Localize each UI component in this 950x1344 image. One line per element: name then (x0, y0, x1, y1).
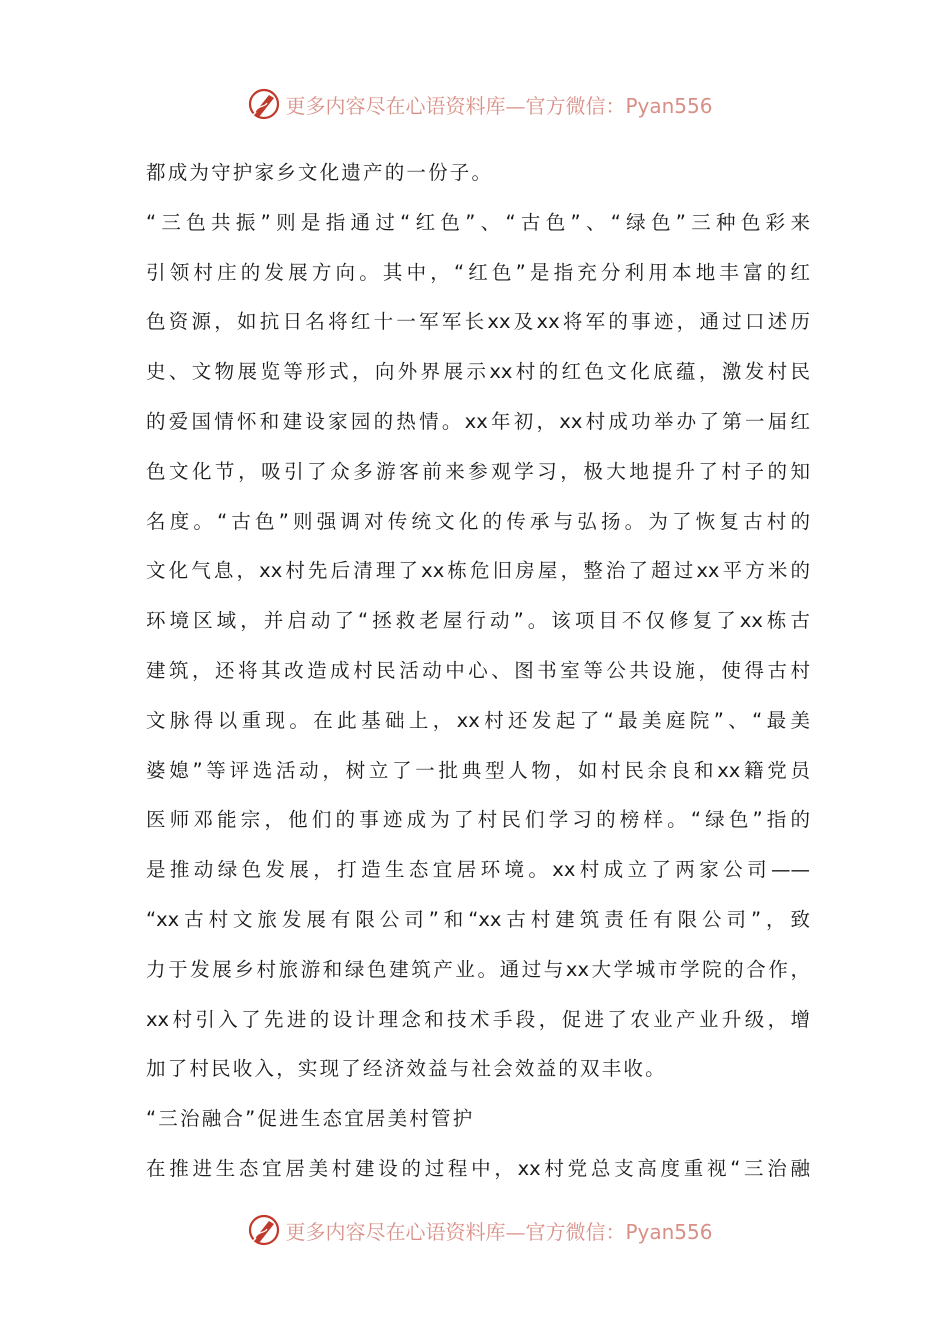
text-line-3: 引领村庄的发展方向。其中，“红色”是指充分利用本地丰富的红 (146, 260, 810, 284)
text-line-15: 是推动绿色发展，打造生态宜居环境。xx村成立了两家公司—— (146, 858, 810, 882)
text-line-21: 在推进生态宜居美村建设的过程中，xx村党总支高度重视“三治融 (146, 1156, 810, 1180)
pen-logo-icon (247, 1213, 281, 1247)
text-line-2: “三色共振”则是指通过“红色”、“古色”、“绿色”三种色彩来 (146, 210, 810, 234)
footer-banner-wechat: 官方微信：Pyan556 (525, 1219, 713, 1244)
text-line-9: 文化气息，xx村先后清理了xx栋危旧房屋，整治了超过xx平方米的 (146, 559, 810, 583)
text-line-14: 医师邓能宗，他们的事迹成为了村民们学习的榜样。“绿色”指的 (146, 808, 810, 832)
header-banner-text (285, 90, 712, 119)
text-line-4: 色资源，如抗日名将红十一军军长xx及xx将军的事迹，通过口述历 (146, 310, 810, 334)
text-line-13: 婆媳”等评选活动，树立了一批典型人物，如村民余良和xx籍党员 (146, 758, 810, 782)
section-heading: “三治融合”促进生态宜居美村管护 (146, 1107, 475, 1131)
text-line-8: 名度。“古色”则强调对传统文化的传承与弘扬。为了恢复古村的 (146, 509, 810, 533)
text-line-12: 文脉得以重现。在此基础上，xx村还发起了“最美庭院”、“最美 (146, 708, 810, 732)
pen-logo-icon (247, 87, 281, 121)
document-body (146, 148, 810, 1194)
text-line-11: 建筑，还将其改造成村民活动中心、图书室等公共设施，使得古村 (146, 658, 810, 682)
footer-banner-text (285, 1216, 712, 1245)
text-line-18: xx村引入了先进的设计理念和技术手段，促进了农业产业升级，增 (146, 1007, 810, 1031)
footer-banner-title: 更多内容尽在心语资料库— (285, 1219, 526, 1244)
footer-banner-inner (247, 1213, 712, 1247)
header-banner-title: 更多内容尽在心语资料库— (285, 93, 526, 118)
header-banner-inner (247, 87, 712, 121)
text-line-19: 加了村民收入，实现了经济效益与社会效益的双丰收。 (146, 1057, 667, 1081)
text-line-16: “xx古村文旅发展有限公司”和“xx古村建筑责任有限公司”，致 (146, 907, 810, 931)
text-line-5: 史、文物展览等形式，向外界展示xx村的红色文化底蕴，激发村民 (146, 360, 810, 384)
text-line-7: 色文化节，吸引了众多游客前来参观学习，极大地提升了村子的知 (146, 459, 810, 483)
footer-banner (0, 1210, 950, 1250)
header-banner (0, 84, 950, 124)
header-banner-wechat: 官方微信：Pyan556 (525, 93, 713, 118)
text-line-6: 的爱国情怀和建设家园的热情。xx年初，xx村成功举办了第一届红 (146, 409, 810, 433)
text-line-17: 力于发展乡村旅游和绿色建筑产业。通过与xx大学城市学院的合作， (146, 957, 810, 981)
text-line-10: 环境区域，并启动了“拯救老屋行动”。该项目不仅修复了xx栋古 (146, 609, 810, 633)
text-line-1: 都成为守护家乡文化遗产的一份子。 (146, 161, 494, 184)
